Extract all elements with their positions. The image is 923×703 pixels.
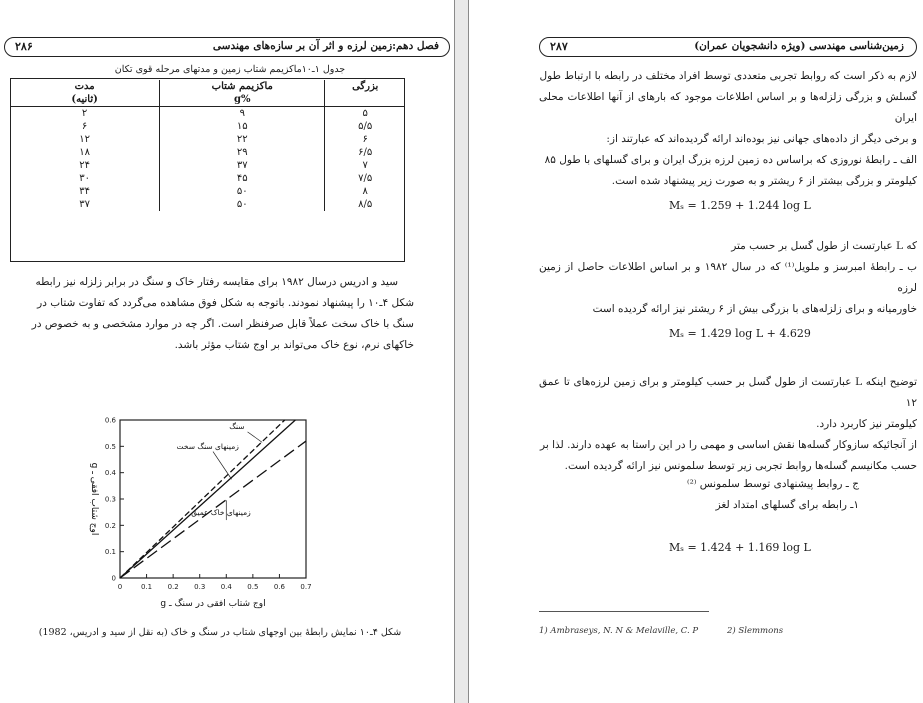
x-tick-label: 0.5: [247, 583, 259, 591]
table-row: [10, 133, 405, 146]
table-row: [10, 198, 405, 211]
table-row: [10, 159, 405, 172]
col-magnitude-unit: [325, 93, 405, 107]
cell-magnitude: ۷: [325, 159, 405, 172]
col-duration: مدت: [74, 81, 95, 92]
cell-accel: ۴۵: [160, 172, 325, 185]
book-gutter: [454, 0, 469, 703]
col-accel: ماکزیمم شتاب: [160, 80, 325, 93]
cell-accel: ۵۰: [160, 185, 325, 198]
y-tick-label: 0.3: [104, 495, 116, 504]
series-label: زمینهای سنگ سخت: [176, 441, 239, 451]
x-tick-label: 0.1: [141, 583, 153, 591]
y-tick-label: 0: [111, 574, 116, 583]
table-caption: جدول ۱ـ۱۰ماکزیمم شتاب زمین و مدتهای مرحله قوی تکان: [114, 64, 346, 75]
x-tick-label: 0: [117, 583, 123, 591]
paragraph-line: حسب مکانیسم گسله‌ها روابط تجربی زیر توسط سلمونس نیز ارائه گردیده است.: [564, 460, 917, 472]
cell-accel: ۲۹: [160, 146, 325, 159]
paragraph-line: سنگ با خاک سخت عملاً قابل صرفنظر است. اگر چه در موارد مشخصی و به خصوص در: [31, 318, 414, 330]
paragraph-line: ب ـ رابطهٔ امبرسز و ملویل⁽¹⁾ که در سال ۱۹۸۲ و بر اساس اطلاعات حاصل از زمین لرزه: [539, 261, 918, 294]
x-tick-label: 0.2: [167, 583, 179, 591]
page-number: ۲۸۷: [550, 40, 568, 53]
series-label: زمینهای خاک عمیق: [191, 507, 251, 517]
cell-magnitude: ۵/۵: [325, 120, 405, 133]
x-tick-label: 0.6: [273, 583, 285, 591]
cell-accel: ۲۲: [160, 133, 325, 146]
cell-duration: ۳۴: [79, 186, 90, 197]
cell-magnitude: ۶/۵: [325, 146, 405, 159]
cell-duration: ۳۷: [79, 199, 90, 210]
paragraph-line: گسلش و بزرگی زلزله‌ها و بر اساس اطلاعات موجود که بارهای از آنها اطلاعات محلی ایران: [539, 91, 917, 124]
x-tick-label: 0.3: [194, 583, 206, 591]
paragraph-line: که L عبارتست از طول گسل بر حسب متر: [731, 240, 917, 252]
table-row: [10, 120, 405, 133]
y-tick-label: 0.1: [104, 548, 116, 557]
cell-accel: ۳۷: [160, 159, 325, 172]
paragraph-line: سید و ادریس درسال ۱۹۸۲ برای مقایسه رفتار خاک و سنگ در برابر زلزله نیز رابطه: [35, 276, 398, 288]
slemmons-list: [619, 474, 859, 516]
series-leader-line: [213, 452, 232, 480]
cell-accel: ۹: [160, 107, 325, 121]
series-leader-line: [248, 432, 263, 443]
table-row: [10, 107, 405, 121]
cell-accel: ۵۰: [160, 198, 325, 211]
paragraph-line: خاکهای نرم، نوع خاک می‌تواند بر اوج شتاب مؤثر باشد.: [174, 339, 414, 351]
paragraph-line: لازم به ذکر است که روابط تجربی متعددی توسط افراد مختلف در رابطه با ارتباط طول: [539, 70, 917, 82]
paragraph-line: شکل ۴ـ۱۰ را پیشنهاد نمودند. باتوجه به شکل فوق مشاهده می‌گردد که تفاوت شتاب در: [37, 297, 414, 309]
cell-accel: ۱۵: [160, 120, 325, 133]
col-accel-unit: %g: [160, 93, 325, 107]
y-tick-label: 0.4: [104, 469, 116, 478]
figure-caption: شکل ۴ـ۱۰ نمایش رابطهٔ بین اوجهای شتاب در سنگ و خاک (به نقل از سید و ادریس، 1982): [38, 627, 402, 638]
acceleration-chart: [80, 412, 320, 622]
chapter-title: فصل دهم:زمین لرزه و اثر آن بر سازه‌های مهندسی: [212, 40, 439, 52]
equation-1: Mₛ = 1.259 + 1.244 log L: [669, 199, 811, 212]
y-tick-label: 0.6: [104, 416, 116, 425]
right-page-header: [539, 37, 917, 57]
x-tick-label: 0.7: [300, 583, 312, 591]
paragraph-line: کیلومتر و بزرگی بیشتر از ۶ ریشتر و به صورت زیر پیشنهاد شده است.: [611, 175, 917, 187]
cell-magnitude: ۸: [325, 185, 405, 198]
explanation-paragraph: [539, 372, 917, 477]
footnote-rule: [539, 611, 709, 612]
cell-duration: ۳۰: [79, 173, 90, 184]
x-tick-label: 0.4: [220, 583, 232, 591]
body-paragraph: [12, 272, 414, 356]
cell-duration: ۱۲: [79, 134, 90, 145]
cell-duration: ۶: [81, 121, 88, 132]
paragraph-line: و برخی دیگر از داده‌های جهانی نیز بوده‌اند ارائه گردیده‌اند که عبارتند از:: [606, 133, 917, 145]
left-page-header: [4, 37, 450, 57]
list-item: ۱ـ رابطه برای گسلهای امتداد لغز: [715, 499, 859, 511]
y-axis-label: اوج شتاب افقی ـ g: [89, 462, 99, 536]
cell-duration: ۲: [81, 108, 88, 119]
y-tick-label: 0.5: [104, 442, 116, 451]
footnote-1: 1) Ambraseys, N. N & Melaville, C. P: [539, 626, 699, 636]
intro-paragraph: [539, 66, 917, 192]
list-item: ج ـ روابط پیشنهادی توسط سلمونس ⁽²⁾: [687, 478, 859, 490]
book-title: زمین‌شناسی مهندسی (ویژه دانشجویان عمران): [694, 40, 904, 52]
footnote-2: 2) Slemmons: [727, 626, 784, 636]
cell-magnitude: ۸/۵: [325, 198, 405, 211]
page-number: ۲۸۶: [15, 40, 33, 53]
left-page: [0, 0, 454, 703]
y-tick-label: 0.2: [104, 521, 116, 530]
cell-magnitude: ۷/۵: [325, 172, 405, 185]
paragraph-line: الف ـ رابطهٔ نوروزی که براساس ده زمین لرزه بزرگ ایران و برای گسلهای با طول ۸۵: [544, 154, 917, 166]
cell-duration: ۱۸: [79, 147, 90, 158]
cell-magnitude: ۵: [325, 107, 405, 121]
equation-3: Mₛ = 1.424 + 1.169 log L: [669, 541, 811, 554]
paragraph-line: توضیح اینکه L عبارتست از طول گسل بر حسب کیلومتر و برای زمین لرزه‌های تا عمق ۱۲: [539, 376, 917, 409]
right-page: [469, 0, 923, 703]
cell-duration: ۲۴: [79, 160, 90, 171]
equation-2: Mₛ = 1.429 log L + 4.629: [669, 327, 811, 340]
col-duration-unit: (ثانیه): [71, 94, 98, 105]
paragraph-line: خاورمیانه و برای زلزله‌های با بزرگی بیش از ۶ ریشتر نیز ارائه گردیده است: [592, 303, 917, 315]
paragraph-line: از آنجائیکه سازوکار گسله‌ها نقش اساسی و مهمی را در این راستا به عهده دارند. لذا بر: [540, 439, 917, 451]
ambraseys-paragraph: [539, 236, 917, 320]
col-magnitude: بزرگی: [325, 80, 405, 93]
table-row: [10, 146, 405, 159]
paragraph-line: کیلومتر نیز کاربرد دارد.: [816, 418, 917, 430]
acceleration-table: [10, 80, 405, 211]
x-axis-label: اوج شتاب افقی در سنگ ـ g: [160, 599, 266, 609]
table-row: [10, 172, 405, 185]
table-row: [10, 185, 405, 198]
series-label: سنگ: [229, 422, 245, 432]
cell-magnitude: ۶: [325, 133, 405, 146]
